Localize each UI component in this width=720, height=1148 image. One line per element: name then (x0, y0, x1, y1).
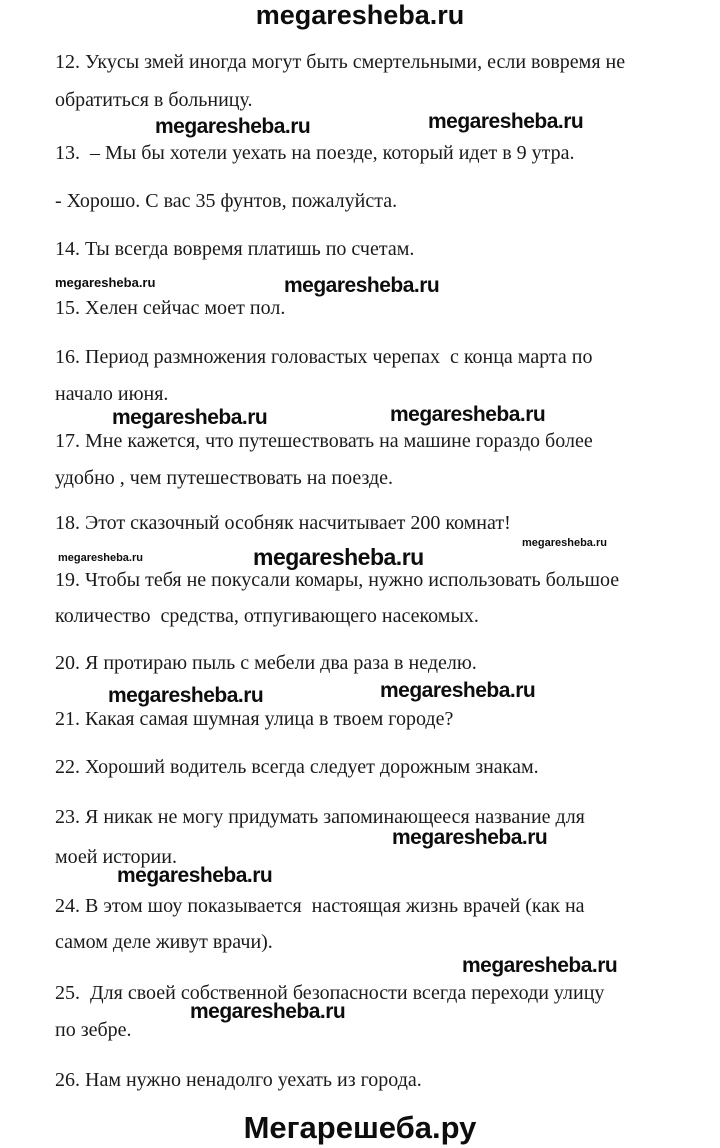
sentence-22: 22. Хороший водитель всегда следует дорожным знакам. (55, 756, 539, 778)
sentence-25-line-2: по зебре. (55, 1019, 132, 1041)
sentence-13-reply: - Хорошо. С вас 35 фунтов, пожалуйста. (55, 190, 398, 212)
sentence-16-line-1: 16. Период размножения головастых черепах с конца марта по (55, 346, 593, 368)
sentence-23-line-2: моей истории. (55, 846, 177, 868)
sentence-14: 14. Ты всегда вовремя платишь по счетам. (55, 238, 415, 260)
sentence-21: 21. Какая самая шумная улица в твоем городе? (55, 708, 454, 730)
site-watermark: megaresheba.ru (284, 274, 440, 297)
sentence-18: 18. Этот сказочный особняк насчитывает 200 комнат! (55, 512, 511, 534)
sentence-17-line-1: 17. Мне кажется, что путешествовать на машине гораздо более (55, 430, 593, 452)
site-watermark: megaresheba.ru (380, 679, 536, 702)
site-watermark: megaresheba.ru (55, 275, 156, 290)
site-watermark: megaresheba.ru (112, 406, 268, 429)
sentence-15: 15. Хелен сейчас моет пол. (55, 297, 286, 319)
sentence-26: 26. Нам нужно ненадолго уехать из города. (55, 1069, 422, 1091)
sentence-24-line-1: 24. В этом шоу показывается настоящая жизнь врачей (как на (55, 895, 585, 917)
site-watermark: megaresheba.ru (462, 954, 618, 977)
site-watermark: megaresheba.ru (428, 110, 584, 133)
sentence-19-line-2: количество средства, отпугивающего насекомых. (55, 605, 479, 627)
site-watermark: megaresheba.ru (117, 864, 273, 887)
site-watermark-header: megaresheba.ru (255, 0, 465, 30)
sentence-12-line-2: обратиться в больницу. (55, 89, 253, 111)
site-brand-footer: Мегарешеба.ру (243, 1110, 477, 1145)
site-watermark: megaresheba.ru (253, 544, 424, 570)
sentence-13: 13. – Мы бы хотели уехать на поезде, который идет в 9 утра. (55, 142, 575, 164)
site-watermark: megaresheba.ru (392, 826, 548, 849)
sentence-23-line-1: 23. Я никак не могу придумать запоминающееся название для (55, 806, 585, 828)
sentence-25-line-1: 25. Для своей собственной безопасности всегда переходи улицу (55, 982, 605, 1004)
sentence-17-line-2: удобно , чем путешествовать на поезде. (55, 467, 394, 489)
site-watermark: megaresheba.ru (390, 403, 546, 426)
site-watermark: megaresheba.ru (190, 1000, 346, 1023)
sentence-24-line-2: самом деле живут врачи). (55, 931, 273, 953)
sentence-16-line-2: начало июня. (55, 383, 169, 405)
site-watermark: megaresheba.ru (108, 684, 264, 707)
sentence-12-line-1: 12. Укусы змей иногда могут быть смертельными, если вовремя не (55, 51, 626, 73)
sentence-20: 20. Я протираю пыль с мебели два раза в неделю. (55, 652, 477, 674)
sentence-19-line-1: 19. Чтобы тебя не покусали комары, нужно использовать большое (55, 569, 620, 591)
site-watermark: megaresheba.ru (155, 115, 311, 138)
site-watermark: megaresheba.ru (522, 537, 607, 549)
site-watermark: megaresheba.ru (58, 552, 143, 564)
